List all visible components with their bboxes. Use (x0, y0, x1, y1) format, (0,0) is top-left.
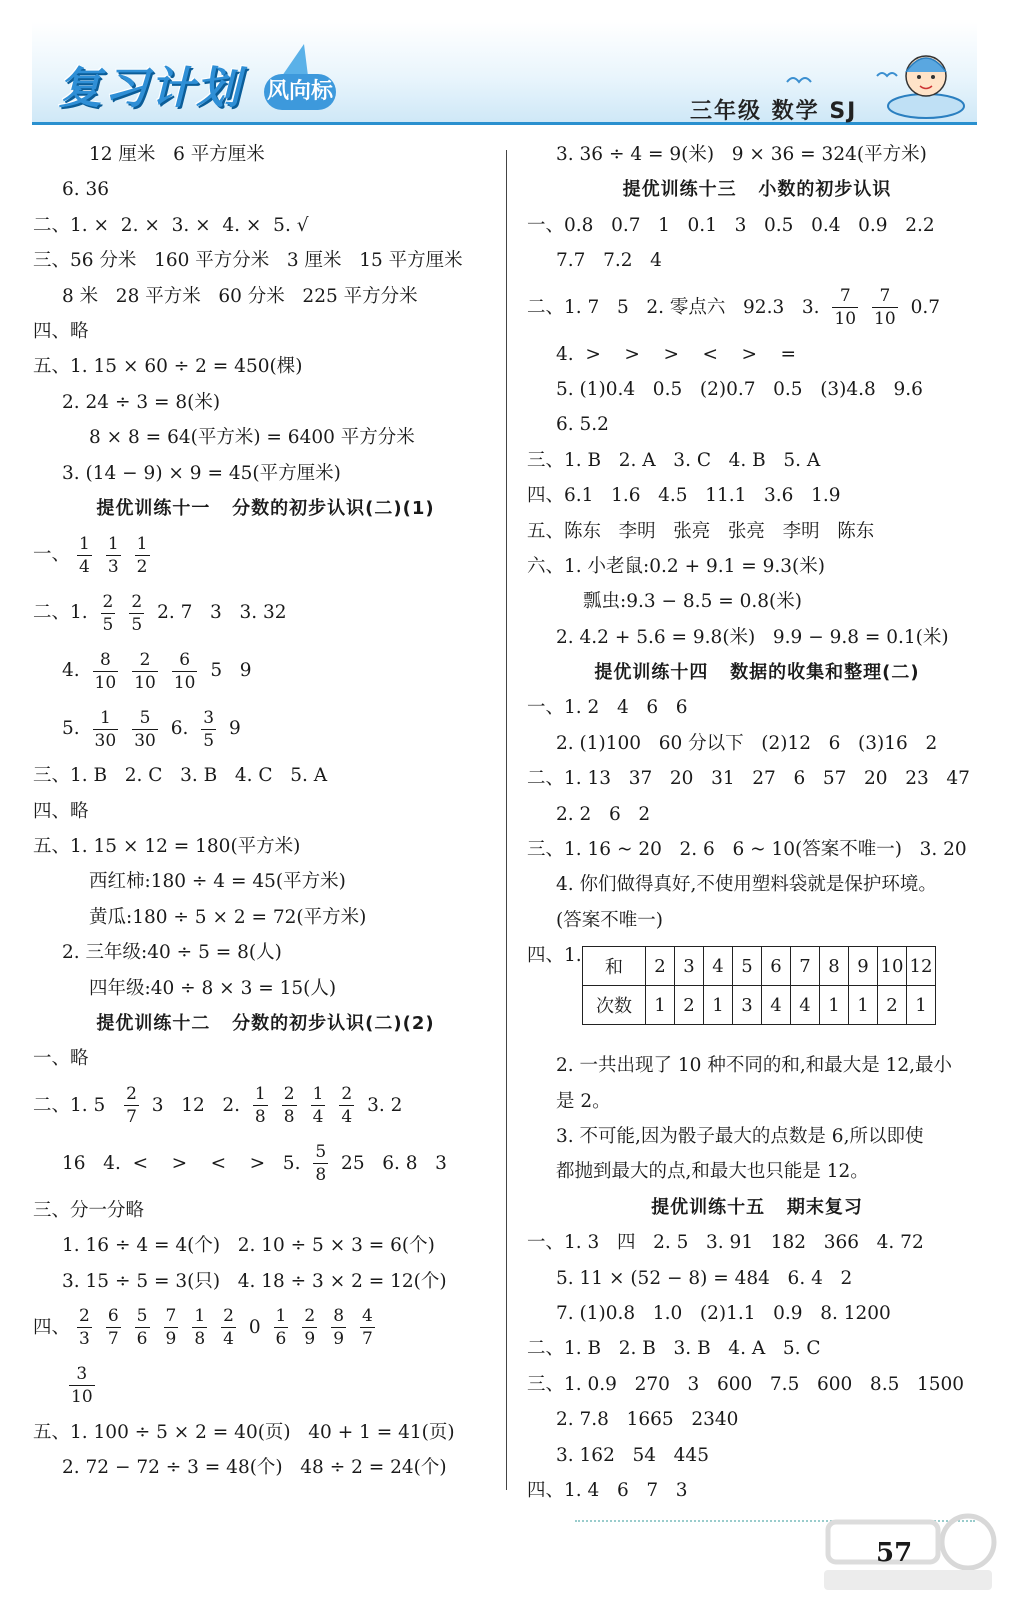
answer-line: 6. 36 (62, 179, 110, 201)
fraction-denominator: 7 (107, 1329, 119, 1350)
fraction-numerator: 6 (107, 1306, 119, 1327)
answer-line (527, 279, 987, 337)
answer-line: 3. 不可能,因为骰子最大的点数是 6,所以即使 (556, 1125, 924, 1147)
answer-text: 0.7 (904, 296, 940, 318)
fraction-denominator: 4 (79, 556, 90, 577)
fraction (77, 533, 92, 578)
table-cell: 3 (733, 986, 762, 1025)
answer-line: 2. 4.2 + 5.6 = 9.8(米) 9.9 − 9.8 = 0.1(米) (556, 626, 949, 648)
answer-line: 一、0.8 0.7 1 0.1 3 0.5 0.4 0.9 2.2 (527, 214, 935, 236)
fraction-numerator: 1 (254, 1084, 266, 1105)
fraction (311, 1083, 326, 1128)
answer-text: 25 6. 8 3 (335, 1152, 447, 1174)
fraction-denominator: 5 (102, 614, 114, 635)
fraction-numerator: 2 (223, 1306, 234, 1327)
answer-line: 四、1. (527, 945, 582, 967)
fraction-denominator: 3 (107, 556, 119, 577)
fraction-numerator: 7 (165, 1306, 177, 1327)
answer-text: 二、1. 5 (33, 1094, 118, 1116)
answer-line: 3. 162 54 445 (556, 1444, 709, 1466)
answer-line: 3. 15 ÷ 5 = 3(只) 4. 18 ÷ 3 × 2 = 12(个) (62, 1270, 447, 1292)
fraction (832, 285, 858, 330)
right-column (527, 137, 987, 1508)
fraction-numerator: 2 (283, 1084, 295, 1105)
answer-text: 5 9 (204, 660, 252, 682)
table-cell: 1 (820, 986, 849, 1025)
table-cell: 2 (675, 986, 704, 1025)
fraction-denominator: 5 (203, 730, 215, 751)
answer-text: 16 4. < > < > 5. (62, 1152, 307, 1174)
table-cell: 1 (907, 986, 936, 1025)
answer-text: 3. 2 (361, 1094, 403, 1116)
fraction-denominator: 2 (136, 556, 148, 577)
fraction-numerator: 2 (304, 1306, 316, 1327)
answer-text: 5. (62, 718, 86, 740)
fraction-denominator: 8 (254, 1107, 266, 1128)
fraction-denominator: 10 (134, 672, 156, 693)
answer-text: 2. 7 3 3. 32 (151, 602, 287, 624)
answer-line: 四、略 (33, 320, 89, 342)
answer-line (33, 1299, 498, 1357)
answer-line (33, 1135, 498, 1193)
answer-line: 5. 11 × (52 − 8) = 484 6. 4 2 (556, 1267, 853, 1289)
answer-line: 5. (1)0.4 0.5 (2)0.7 0.5 (3)4.8 9.6 (556, 378, 923, 400)
fraction (129, 591, 144, 636)
fraction-numerator: 1 (194, 1306, 206, 1327)
fraction-denominator: 4 (312, 1107, 324, 1128)
answer-line: 3. (14 − 9) × 9 = 45(平方厘米) (62, 462, 341, 484)
fraction (221, 1305, 236, 1350)
answer-line: 西红柿:180 ÷ 4 = 45(平方米) (89, 871, 346, 893)
table-cell: 2 (878, 986, 907, 1025)
answer-line: 四、1. 4 6 7 3 (527, 1479, 688, 1501)
answer-text: 四、 (33, 1316, 71, 1338)
answer-line: 四、略 (33, 800, 89, 822)
fraction (172, 649, 198, 694)
answer-line: 黄瓜:180 ÷ 5 × 2 = 72(平方米) (89, 906, 367, 928)
fraction-denominator: 3 (79, 1329, 90, 1350)
table-cell: 4 (762, 986, 791, 1025)
fraction-numerator: 1 (107, 533, 119, 554)
fraction-numerator: 2 (79, 1306, 90, 1327)
table-cell: 4 (704, 947, 733, 986)
section-title: 提优训练十二 分数的初步认识(二)(2) (96, 1013, 435, 1035)
section-title: 提优训练十三 小数的初步认识 (622, 179, 892, 201)
section-title: 提优训练十一 分数的初步认识(二)(1) (96, 497, 435, 519)
answer-line: 一、1. 2 4 6 6 (527, 697, 688, 719)
answer-line: 是 2。 (556, 1090, 611, 1112)
fraction-denominator: 7 (126, 1107, 137, 1128)
fraction-denominator: 7 (362, 1329, 373, 1350)
answer-line: 1. 16 ÷ 4 = 4(个) 2. 10 ÷ 5 × 3 = 6(个) (62, 1235, 435, 1257)
fraction-numerator: 4 (362, 1306, 373, 1327)
answer-text: 二、1. 7 5 2. 零点六 92.3 3. (527, 296, 826, 318)
answer-line: 五、陈东 李明 张亮 张亮 李明 陈东 (527, 520, 875, 542)
answer-line: 三、1. 16 ~ 20 2. 6 6 ~ 10(答案不唯一) 3. 20 (527, 839, 967, 861)
fraction-numerator: 6 (172, 649, 198, 672)
fraction-denominator: 4 (341, 1107, 353, 1128)
answer-text: 二、1. (33, 602, 94, 624)
table-cell: 8 (820, 947, 849, 986)
answer-line (33, 1357, 498, 1415)
fraction-numerator: 1 (312, 1084, 324, 1105)
table-cell: 1 (704, 986, 733, 1025)
answer-line: 2. 三年级:40 ÷ 5 = 8(人) (62, 942, 282, 964)
fraction (93, 649, 119, 694)
section-title: 提优训练十四 数据的收集和整理(二) (594, 662, 920, 684)
fraction (132, 707, 158, 752)
table-cell: 2 (646, 947, 675, 986)
fraction (132, 649, 158, 694)
table-cell: 12 (907, 947, 936, 986)
fraction-numerator: 2 (131, 591, 143, 612)
answer-line: 三、1. 0.9 270 3 600 7.5 600 8.5 1500 (527, 1373, 965, 1395)
fraction-denominator: 8 (194, 1329, 206, 1350)
table-row-count (583, 986, 936, 1025)
page-number: 57 (876, 1538, 913, 1568)
answer-line: 7. (1)0.8 1.0 (2)1.1 0.9 8. 1200 (556, 1302, 891, 1324)
fraction (101, 591, 116, 636)
fraction (253, 1083, 268, 1128)
page-header (32, 22, 977, 125)
fraction-numerator: 2 (341, 1084, 353, 1105)
answer-line: 五、1. 15 × 12 = 180(平方米) (33, 836, 301, 858)
fraction-numerator: 5 (136, 1306, 148, 1327)
answer-line: 四年级:40 ÷ 8 × 3 = 15(人) (89, 977, 337, 999)
table-cell: 1 (646, 986, 675, 1025)
answer-line: 都抛到最大的点,和最大也只能是 12。 (556, 1161, 869, 1183)
fraction-denominator: 6 (136, 1329, 148, 1350)
table-cell: 9 (849, 947, 878, 986)
mascot-girl-icon (880, 46, 972, 122)
answer-line: 三、1. B 2. A 3. C 4. B 5. A (527, 449, 821, 471)
fraction (135, 1305, 150, 1350)
answer-text: 一、 (33, 544, 71, 566)
fraction (106, 1305, 121, 1350)
fraction-denominator: 10 (71, 1387, 93, 1408)
fraction (135, 533, 150, 578)
fraction-numerator: 3 (69, 1363, 95, 1386)
answer-line: 8 米 28 平方米 60 分米 225 平方分米 (62, 285, 418, 307)
answer-text: 9 (223, 718, 241, 740)
brand-logo: 复习计划 (58, 63, 242, 114)
fraction-numerator: 8 (333, 1306, 345, 1327)
table-cell: 3 (675, 947, 704, 986)
answer-line: 五、1. 100 ÷ 5 × 2 = 40(页) 40 + 1 = 41(页) (33, 1421, 455, 1443)
answer-line: 2. 2 6 2 (556, 803, 651, 825)
answer-line: 三、56 分米 160 平方分米 3 厘米 15 平方厘米 (33, 250, 463, 272)
fraction (360, 1305, 375, 1350)
answer-line: 2. 一共出现了 10 种不同的和,和最大是 12,最小 (556, 1055, 953, 1077)
fraction-numerator: 7 (872, 285, 898, 308)
fraction-denominator: 10 (94, 672, 117, 693)
fraction (313, 1141, 328, 1186)
answer-text: 0 (242, 1316, 267, 1338)
answer-line: 一、1. 3 四 2. 5 3. 91 182 366 4. 72 (527, 1232, 924, 1254)
table-cell: 10 (878, 947, 907, 986)
column-divider (506, 150, 507, 1490)
answer-line (33, 1077, 498, 1135)
answer-line: 8 × 8 = 64(平方米) = 6400 平方分米 (89, 427, 415, 449)
fraction (872, 285, 898, 330)
answer-line: 4. 你们做得真好,不使用塑料袋就是保护环境。 (556, 874, 937, 896)
grade-subject: 三年级 数学 SJ (690, 99, 858, 124)
fraction-numerator: 1 (136, 533, 148, 554)
fraction-denominator: 8 (283, 1107, 295, 1128)
table-header-cell: 次数 (583, 986, 646, 1025)
answer-line: 2. 72 − 72 ÷ 3 = 48(个) 48 ÷ 2 = 24(个) (62, 1457, 447, 1479)
fraction-numerator: 8 (93, 649, 119, 672)
answer-line: 4. > > > < > = (556, 343, 797, 365)
answer-line: 瓢虫:9.3 − 8.5 = 0.8(米) (583, 591, 802, 613)
fraction (339, 1083, 354, 1128)
left-column (33, 137, 498, 1486)
answer-line: 二、1. × 2. × 3. × 4. × 5. √ (33, 214, 309, 236)
fraction-denominator: 30 (134, 730, 156, 751)
fraction-denominator: 6 (275, 1329, 287, 1350)
answer-line: 7.7 7.2 4 (556, 250, 662, 272)
answer-line: 五、1. 15 × 60 ÷ 2 = 450(棵) (33, 356, 303, 378)
answer-line: 12 厘米 6 平方厘米 (89, 144, 265, 165)
answer-line: 二、1. B 2. B 3. B 4. A 5. C (527, 1338, 821, 1360)
fraction-numerator: 1 (93, 707, 119, 730)
dice-sum-table (582, 946, 936, 1025)
table-row-sum (583, 947, 936, 986)
fraction-numerator: 5 (132, 707, 158, 730)
answer-line: 一、略 (33, 1048, 89, 1070)
table-cell: 7 (791, 947, 820, 986)
fraction (69, 1363, 95, 1408)
fraction-numerator: 3 (203, 707, 215, 728)
fraction (302, 1305, 317, 1350)
fraction-denominator: 10 (173, 672, 196, 693)
fraction (274, 1305, 289, 1350)
table-header-cell: 和 (583, 947, 646, 986)
fraction-numerator: 2 (126, 1084, 137, 1105)
answer-line: 2. (1)100 60 分以下 (2)12 6 (3)16 2 (556, 732, 938, 754)
answer-line: 三、分一分略 (33, 1199, 145, 1221)
answer-text: 4. (62, 660, 86, 682)
fraction-denominator: 10 (874, 309, 896, 330)
fraction-denominator: 8 (315, 1165, 327, 1186)
fraction (164, 1305, 179, 1350)
table-cell: 6 (762, 947, 791, 986)
answer-line (33, 584, 498, 642)
fraction-denominator: 9 (304, 1329, 316, 1350)
fraction (106, 533, 121, 578)
fraction-numerator: 7 (832, 285, 858, 308)
fraction-numerator: 2 (102, 591, 114, 612)
fraction-numerator: 5 (315, 1142, 327, 1163)
fraction (201, 707, 216, 752)
answer-line (33, 526, 498, 584)
answer-line: 二、1. 13 37 20 31 27 6 57 20 23 47 (527, 768, 970, 790)
answer-text: 3 12 2. (145, 1094, 246, 1116)
answer-line: 3. 36 ÷ 4 = 9(米) 9 × 36 = 324(平方米) (556, 144, 927, 165)
fraction-denominator: 9 (333, 1329, 345, 1350)
fraction-denominator: 30 (94, 730, 117, 751)
answer-line (33, 700, 498, 758)
section-title: 提优训练十五 期末复习 (651, 1196, 863, 1218)
fraction (93, 707, 119, 752)
fraction-denominator: 5 (131, 614, 143, 635)
table-cell: 5 (733, 947, 762, 986)
brand-logo-sub: 风向标 (264, 74, 336, 110)
answer-line: 2. 7.8 1665 2340 (556, 1409, 739, 1431)
fraction (282, 1083, 297, 1128)
fraction (77, 1305, 92, 1350)
answer-line: 三、1. B 2. C 3. B 4. C 5. A (33, 765, 328, 787)
table-cell: 1 (849, 986, 878, 1025)
answer-line: 6. 5.2 (556, 414, 609, 436)
fraction (124, 1083, 139, 1128)
fraction-numerator: 1 (79, 533, 90, 554)
answer-line: 2. 24 ÷ 3 = 8(米) (62, 391, 221, 413)
answer-line: 六、1. 小老鼠:0.2 + 9.1 = 9.3(米) (527, 555, 825, 577)
fraction-denominator: 10 (834, 309, 857, 330)
fraction-denominator: 9 (165, 1329, 177, 1350)
fraction (331, 1305, 346, 1350)
fraction-numerator: 1 (275, 1306, 287, 1327)
answer-line: (答案不唯一) (556, 909, 663, 931)
answer-line (33, 642, 498, 700)
table-cell: 4 (791, 986, 820, 1025)
fraction-denominator: 4 (223, 1329, 234, 1350)
fraction (192, 1305, 207, 1350)
sail-icon (274, 42, 314, 78)
fraction-numerator: 2 (132, 649, 158, 672)
answer-line: 四、6.1 1.6 4.5 11.1 3.6 1.9 (527, 485, 841, 507)
answer-text: 6. (164, 718, 195, 740)
